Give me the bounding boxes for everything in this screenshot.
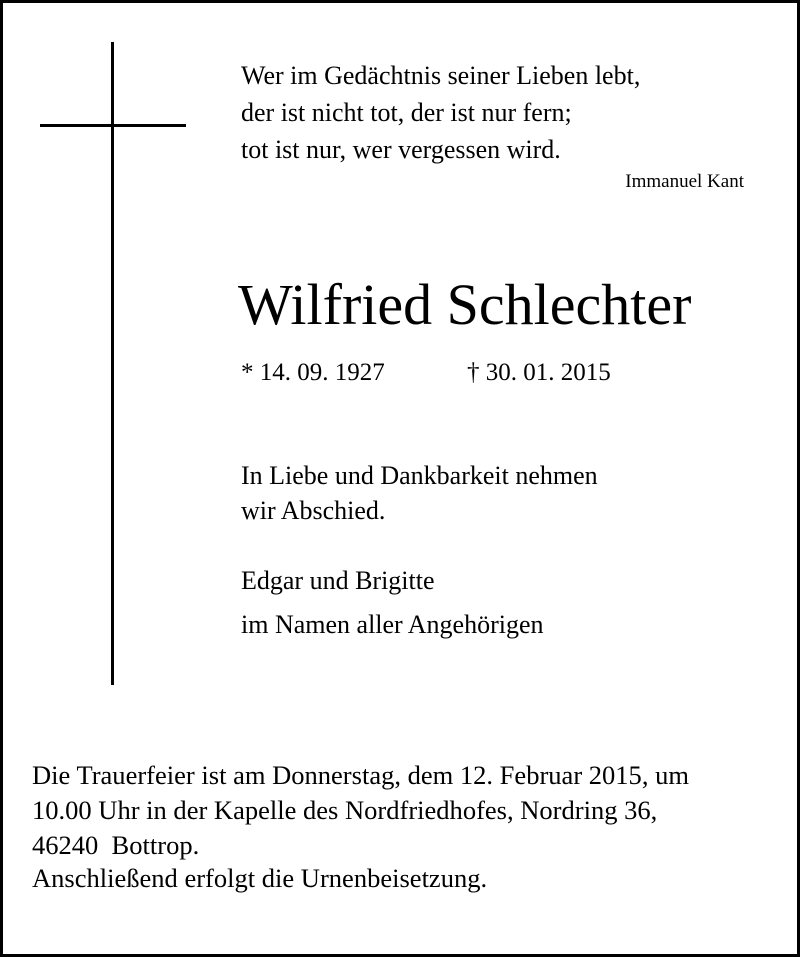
quote-line: der ist nicht tot, der ist nur fern; — [241, 98, 572, 127]
quote-line: Wer im Gedächtnis seiner Lieben lebt, — [241, 61, 641, 90]
death-date: † 30. 01. 2015 — [467, 359, 611, 386]
funeral-line: 10.00 Uhr in der Kapelle des Nordfriedhofes, Nordring 36, — [32, 796, 658, 825]
deceased-name: Wilfried Schlechter — [238, 272, 692, 337]
message-line: wir Abschied. — [241, 496, 386, 525]
message-line: In Liebe und Dankbarkeit nehmen — [241, 461, 598, 490]
quote-author: Immanuel Kant — [625, 171, 744, 192]
cross-icon-horizontal — [40, 124, 186, 127]
birth-date: * 14. 09. 1927 — [241, 359, 385, 386]
cross-icon-vertical — [111, 42, 114, 685]
mourners-line: Edgar und Brigitte — [241, 566, 435, 595]
quote-line: tot ist nur, wer vergessen wird. — [241, 135, 561, 164]
funeral-line: Anschließend erfolgt die Urnenbeisetzung. — [32, 864, 488, 893]
funeral-line: Die Trauerfeier ist am Donnerstag, dem 12. Februar 2015, um — [32, 761, 689, 790]
mourners-line: im Namen aller Angehörigen — [241, 610, 544, 639]
funeral-line: 46240 Bottrop. — [32, 831, 200, 860]
